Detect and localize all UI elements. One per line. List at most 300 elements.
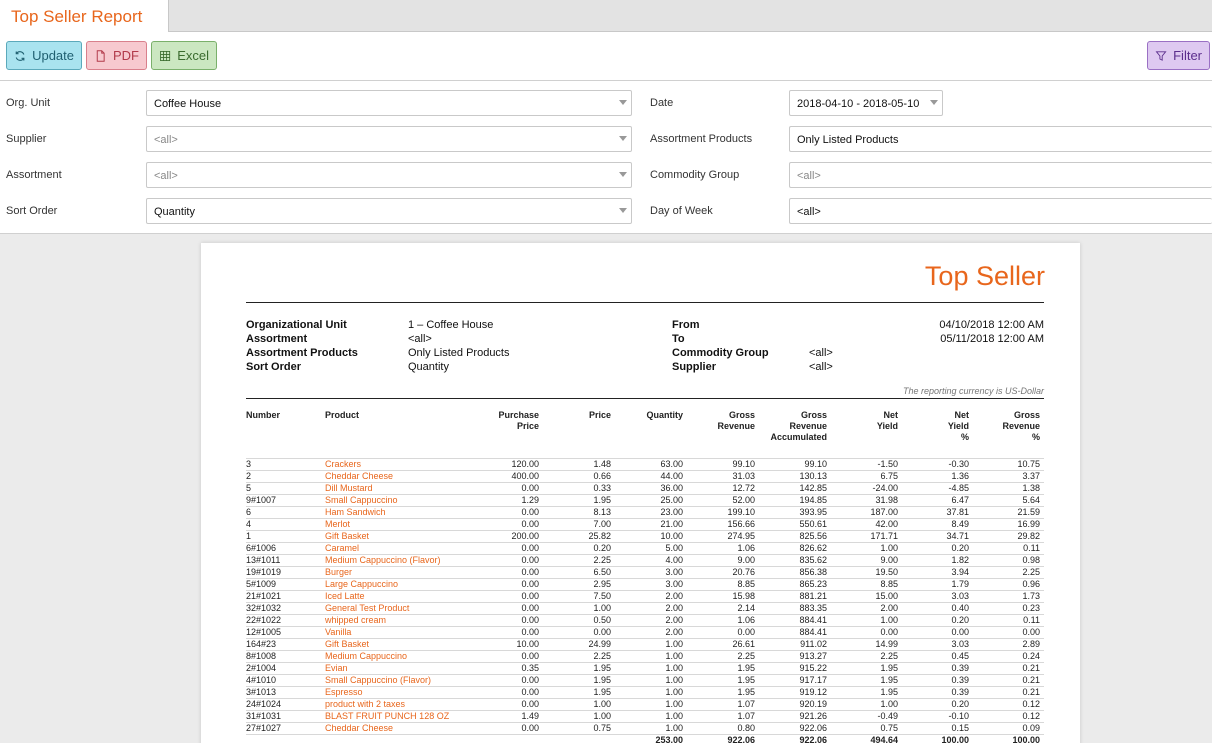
total-gross-revenue-accumulated: 922.06 (759, 734, 831, 743)
cell-product[interactable]: Evian (325, 662, 475, 674)
total-net-yield: 494.64 (831, 734, 902, 743)
cell-net-yield-pct: 3.94 (902, 566, 973, 578)
col-gross-revenue (687, 410, 759, 448)
cell-gross-revenue-accumulated: 194.85 (759, 494, 831, 506)
cell-purchase-price: 0.00 (475, 542, 543, 554)
table-row (246, 470, 1044, 482)
cell-purchase-price: 120.00 (475, 458, 543, 470)
cell-gross-revenue-accumulated: 920.19 (759, 698, 831, 710)
cell-gross-revenue: 20.76 (687, 566, 759, 578)
cell-net-yield: -1.50 (831, 458, 902, 470)
cell-gross-revenue: 199.10 (687, 506, 759, 518)
commodity-group-select[interactable] (789, 162, 1212, 188)
cell-quantity: 1.00 (615, 686, 687, 698)
cell-quantity: 63.00 (615, 458, 687, 470)
header-text: Revenue (1002, 421, 1040, 431)
cell-product[interactable]: General Test Product (325, 602, 475, 614)
cell-purchase-price: 0.00 (475, 506, 543, 518)
document-icon (94, 49, 107, 63)
cell-gross-revenue-accumulated: 884.41 (759, 614, 831, 626)
cell-number: 3 (246, 458, 325, 470)
cell-net-yield: 8.85 (831, 578, 902, 590)
chevron-down-icon (619, 136, 627, 141)
refresh-icon (14, 49, 26, 63)
cell-quantity: 1.00 (615, 710, 687, 722)
meta-value: 04/10/2018 12:00 AM (939, 319, 1044, 331)
cell-purchase-price: 0.00 (475, 614, 543, 626)
cell-net-yield: 19.50 (831, 566, 902, 578)
cell-gross-revenue-accumulated: 919.12 (759, 686, 831, 698)
cell-net-yield: 15.00 (831, 590, 902, 602)
cell-price: 1.95 (543, 686, 615, 698)
cell-quantity: 2.00 (615, 614, 687, 626)
cell-net-yield-pct: 0.40 (902, 602, 973, 614)
cell-gross-revenue-accumulated: 142.85 (759, 482, 831, 494)
cell-gross-revenue: 1.07 (687, 698, 759, 710)
col-gross-revenue-accumulated (759, 410, 831, 448)
cell-quantity: 1.00 (615, 698, 687, 710)
report-page (201, 243, 1080, 743)
cell-number: 12#1005 (246, 626, 325, 638)
org-unit-select[interactable] (146, 90, 632, 116)
cell-product[interactable]: Gift Basket (325, 638, 475, 650)
excel-label: Excel (177, 48, 209, 63)
cell-net-yield: 187.00 (831, 506, 902, 518)
meta-value: <all> (408, 333, 432, 345)
cell-purchase-price: 400.00 (475, 470, 543, 482)
sort-order-value: Quantity (154, 206, 195, 218)
header-text: Price (516, 421, 539, 431)
cell-product[interactable]: Cheddar Cheese (325, 470, 475, 482)
cell-product[interactable]: Burger (325, 566, 475, 578)
cell-number: 13#1011 (246, 554, 325, 566)
cell-number: 2#1004 (246, 662, 325, 674)
date-label: Date (650, 97, 674, 109)
table-row (246, 686, 1044, 698)
cell-product[interactable]: Small Cappuccino (325, 494, 475, 506)
cell-price: 2.95 (543, 578, 615, 590)
total-net-yield-pct: 100.00 (902, 734, 973, 743)
cell-price: 2.25 (543, 650, 615, 662)
cell-net-yield-pct: 0.20 (902, 698, 973, 710)
cell-price: 1.95 (543, 494, 615, 506)
sort-order-select[interactable] (146, 198, 632, 224)
cell-gross-revenue: 1.95 (687, 662, 759, 674)
cell-gross-revenue-pct: 2.25 (973, 566, 1044, 578)
cell-gross-revenue: 274.95 (687, 530, 759, 542)
header-text: Gross (728, 410, 755, 420)
cell-net-yield: 1.00 (831, 542, 902, 554)
cell-price: 2.25 (543, 554, 615, 566)
cell-net-yield: 1.95 (831, 674, 902, 686)
cell-net-yield-pct: 0.39 (902, 674, 973, 686)
pdf-button[interactable] (86, 41, 147, 70)
cell-price: 1.95 (543, 674, 615, 686)
cell-price: 8.13 (543, 506, 615, 518)
meta-label: Supplier (672, 361, 717, 373)
cell-gross-revenue-accumulated: 856.38 (759, 566, 831, 578)
cell-gross-revenue-pct: 0.11 (973, 542, 1044, 554)
cell-gross-revenue: 1.07 (687, 710, 759, 722)
chevron-down-icon (930, 100, 938, 105)
cell-product[interactable]: Crackers (325, 458, 475, 470)
cell-quantity: 1.00 (615, 722, 687, 734)
cell-gross-revenue-accumulated: 915.22 (759, 662, 831, 674)
tab-title: Top Seller Report (11, 7, 143, 26)
col-net-yield-pct (902, 410, 973, 448)
cell-gross-revenue-pct: 0.98 (973, 554, 1044, 566)
cell-net-yield-pct: 0.20 (902, 542, 973, 554)
header-text: Net (954, 410, 969, 420)
cell-net-yield-pct: 0.39 (902, 662, 973, 674)
cell-purchase-price: 0.00 (475, 674, 543, 686)
cell-product[interactable]: Iced Latte (325, 590, 475, 602)
cell-number: 6 (246, 506, 325, 518)
cell-gross-revenue-accumulated: 130.13 (759, 470, 831, 482)
total-gross-revenue: 922.06 (687, 734, 759, 743)
header-text: Purchase (498, 410, 539, 420)
day-of-week-value: <all> (797, 206, 821, 218)
cell-number: 22#1022 (246, 614, 325, 626)
cell-gross-revenue-accumulated: 917.17 (759, 674, 831, 686)
header-text: Product (325, 410, 360, 420)
cell-quantity: 21.00 (615, 518, 687, 530)
cell-net-yield-pct: 6.47 (902, 494, 973, 506)
cell-product[interactable]: product with 2 taxes (325, 698, 475, 710)
cell-product[interactable]: Gift Basket (325, 530, 475, 542)
cell-net-yield-pct: -4.85 (902, 482, 973, 494)
cell-net-yield: 0.00 (831, 626, 902, 638)
header-text: Net (883, 410, 898, 420)
cell-gross-revenue-accumulated: 393.95 (759, 506, 831, 518)
cell-net-yield: 171.71 (831, 530, 902, 542)
cell-gross-revenue-accumulated: 913.27 (759, 650, 831, 662)
cell-number: 27#1027 (246, 722, 325, 734)
tab-bar (0, 0, 1212, 32)
cell-product[interactable]: whipped cream (325, 614, 475, 626)
cell-gross-revenue-pct: 0.23 (973, 602, 1044, 614)
assortment-products-value: Only Listed Products (797, 134, 899, 146)
cell-gross-revenue-accumulated: 921.26 (759, 710, 831, 722)
cell-purchase-price: 0.00 (475, 578, 543, 590)
meta-row (672, 332, 1044, 346)
cell-gross-revenue-accumulated: 881.21 (759, 590, 831, 602)
col-product (325, 410, 475, 448)
cell-gross-revenue-pct: 0.21 (973, 674, 1044, 686)
cell-gross-revenue-pct: 0.24 (973, 650, 1044, 662)
cell-price: 0.20 (543, 542, 615, 554)
cell-price: 0.66 (543, 470, 615, 482)
col-quantity (615, 410, 687, 448)
cell-purchase-price: 0.00 (475, 590, 543, 602)
cell-product[interactable]: Caramel (325, 542, 475, 554)
cell-purchase-price: 1.49 (475, 710, 543, 722)
meta-row (246, 360, 510, 374)
cell-gross-revenue: 0.80 (687, 722, 759, 734)
cell-gross-revenue-pct: 0.09 (973, 722, 1044, 734)
table-row (246, 554, 1044, 566)
cell-net-yield-pct: 3.03 (902, 638, 973, 650)
cell-gross-revenue-pct: 5.64 (973, 494, 1044, 506)
cell-gross-revenue-pct: 0.21 (973, 686, 1044, 698)
cell-gross-revenue: 1.06 (687, 614, 759, 626)
cell-quantity: 3.00 (615, 566, 687, 578)
cell-gross-revenue-accumulated: 922.06 (759, 722, 831, 734)
table-total-row (246, 734, 1044, 743)
cell-purchase-price: 0.00 (475, 566, 543, 578)
supplier-select[interactable] (146, 126, 632, 152)
cell-gross-revenue-accumulated: 826.62 (759, 542, 831, 554)
org-unit-value: Coffee House (154, 98, 222, 110)
cell-net-yield: 1.95 (831, 686, 902, 698)
table-row (246, 494, 1044, 506)
assortment-products-label: Assortment Products (650, 133, 753, 145)
cell-gross-revenue: 1.95 (687, 686, 759, 698)
col-net-yield (831, 410, 902, 448)
supplier-value: <all> (154, 134, 178, 146)
commodity-group-label: Commodity Group (650, 169, 740, 181)
cell-gross-revenue-accumulated: 883.35 (759, 602, 831, 614)
cell-quantity: 2.00 (615, 626, 687, 638)
cell-gross-revenue: 31.03 (687, 470, 759, 482)
cell-number: 4 (246, 518, 325, 530)
cell-number: 6#1006 (246, 542, 325, 554)
table-row (246, 482, 1044, 494)
cell-price: 0.75 (543, 722, 615, 734)
cell-net-yield-pct: 8.49 (902, 518, 973, 530)
cell-product[interactable]: Merlot (325, 518, 475, 530)
cell-gross-revenue-pct: 0.12 (973, 710, 1044, 722)
cell-gross-revenue: 156.66 (687, 518, 759, 530)
cell-purchase-price: 0.00 (475, 722, 543, 734)
cell-gross-revenue: 2.14 (687, 602, 759, 614)
meta-value: 1 – Coffee House (408, 319, 494, 331)
date-range-select[interactable] (789, 90, 943, 116)
meta-label: To (672, 333, 685, 345)
table-row (246, 650, 1044, 662)
cell-net-yield-pct: -0.10 (902, 710, 973, 722)
table-row (246, 530, 1044, 542)
cell-net-yield: 9.00 (831, 554, 902, 566)
cell-product[interactable]: Small Cappuccino (Flavor) (325, 674, 475, 686)
table-row (246, 710, 1044, 722)
meta-row (672, 318, 1044, 332)
cell-quantity: 1.00 (615, 650, 687, 662)
cell-number: 19#1019 (246, 566, 325, 578)
table-row (246, 722, 1044, 734)
col-gross-revenue-pct (973, 410, 1044, 448)
day-of-week-select[interactable] (789, 198, 1212, 224)
commodity-group-value: <all> (797, 170, 821, 182)
cell-number: 4#1010 (246, 674, 325, 686)
cell-product[interactable]: Vanilla (325, 626, 475, 638)
table-row (246, 662, 1044, 674)
header-text: Number (246, 410, 281, 420)
cell-gross-revenue-pct: 29.82 (973, 530, 1044, 542)
cell-gross-revenue: 99.10 (687, 458, 759, 470)
cell-price: 1.00 (543, 710, 615, 722)
cell-gross-revenue-accumulated: 884.41 (759, 626, 831, 638)
cell-product[interactable]: Dill Mustard (325, 482, 475, 494)
cell-product[interactable]: Medium Cappuccino (Flavor) (325, 554, 475, 566)
meta-row (246, 332, 510, 346)
header-text: Quantity (646, 410, 683, 420)
cell-purchase-price: 0.00 (475, 554, 543, 566)
cell-number: 5 (246, 482, 325, 494)
meta-row (246, 318, 510, 332)
cell-product[interactable]: Medium Cappuccino (325, 650, 475, 662)
spacer-cell (246, 448, 1044, 458)
cell-number: 32#1032 (246, 602, 325, 614)
cell-number: 24#1024 (246, 698, 325, 710)
total-gross-revenue-pct: 100.00 (973, 734, 1044, 743)
chevron-down-icon (619, 208, 627, 213)
cell-purchase-price: 0.00 (475, 686, 543, 698)
meta-label: Commodity Group (672, 347, 769, 359)
cell-number: 5#1009 (246, 578, 325, 590)
cell-gross-revenue: 0.00 (687, 626, 759, 638)
cell-gross-revenue-accumulated: 825.56 (759, 530, 831, 542)
cell-quantity: 3.00 (615, 578, 687, 590)
header-text: Price (588, 410, 611, 420)
cell-price: 1.00 (543, 602, 615, 614)
cell-gross-revenue: 1.06 (687, 542, 759, 554)
meta-value: <all> (809, 347, 833, 359)
meta-label: Assortment (246, 333, 308, 345)
cell-number: 1 (246, 530, 325, 542)
table-row (246, 626, 1044, 638)
cell-gross-revenue: 52.00 (687, 494, 759, 506)
cell-net-yield: 42.00 (831, 518, 902, 530)
cell-net-yield-pct: 1.82 (902, 554, 973, 566)
cell-gross-revenue: 1.95 (687, 674, 759, 686)
cell-net-yield-pct: 1.79 (902, 578, 973, 590)
cell-gross-revenue-pct: 0.11 (973, 614, 1044, 626)
cell-purchase-price: 0.00 (475, 602, 543, 614)
excel-button[interactable] (151, 41, 217, 70)
cell-purchase-price: 0.35 (475, 662, 543, 674)
cell-gross-revenue-pct: 0.96 (973, 578, 1044, 590)
header-text: % (1031, 432, 1040, 442)
cell-gross-revenue-accumulated: 865.23 (759, 578, 831, 590)
table-row (246, 518, 1044, 530)
cell-net-yield: 6.75 (831, 470, 902, 482)
cell-gross-revenue: 9.00 (687, 554, 759, 566)
assortment-products-select[interactable] (789, 126, 1212, 152)
table-divider (246, 398, 1044, 399)
report-meta-right (672, 318, 1044, 374)
cell-number: 8#1008 (246, 650, 325, 662)
title-divider (246, 302, 1044, 303)
cell-product[interactable]: Cheddar Cheese (325, 722, 475, 734)
meta-label: Assortment Products (246, 347, 358, 359)
cell-gross-revenue-pct: 10.75 (973, 458, 1044, 470)
cell-net-yield: 1.95 (831, 662, 902, 674)
cell-net-yield: 0.75 (831, 722, 902, 734)
cell-gross-revenue-pct: 3.37 (973, 470, 1044, 482)
meta-label: Sort Order (246, 361, 302, 373)
cell-product[interactable]: Large Cappuccino (325, 578, 475, 590)
update-label: Update (32, 48, 74, 63)
cell-gross-revenue-pct: 0.00 (973, 626, 1044, 638)
filter-button[interactable] (1147, 41, 1210, 70)
tab-top-seller-report[interactable] (0, 0, 169, 32)
cell-gross-revenue-accumulated: 550.61 (759, 518, 831, 530)
meta-value: Only Listed Products (408, 347, 510, 359)
meta-value: <all> (809, 361, 833, 373)
cell-number: 21#1021 (246, 590, 325, 602)
cell-price: 1.48 (543, 458, 615, 470)
cell-gross-revenue-pct: 1.38 (973, 482, 1044, 494)
cell-price: 0.50 (543, 614, 615, 626)
cell-quantity: 1.00 (615, 674, 687, 686)
cell-gross-revenue-pct: 1.73 (973, 590, 1044, 602)
org-unit-label: Org. Unit (6, 97, 51, 109)
filter-panel (0, 81, 1212, 234)
cell-product[interactable]: BLAST FRUIT PUNCH 128 OZ (325, 710, 475, 722)
table-body (246, 448, 1044, 743)
cell-quantity: 25.00 (615, 494, 687, 506)
cell-net-yield-pct: 0.15 (902, 722, 973, 734)
cell-price: 1.95 (543, 662, 615, 674)
cell-net-yield: -0.49 (831, 710, 902, 722)
cell-gross-revenue: 2.25 (687, 650, 759, 662)
cell-gross-revenue-pct: 0.12 (973, 698, 1044, 710)
cell-gross-revenue-pct: 2.89 (973, 638, 1044, 650)
cell-purchase-price: 0.00 (475, 626, 543, 638)
day-of-week-label: Day of Week (650, 205, 713, 217)
update-button[interactable] (6, 41, 82, 70)
cell-number: 31#1031 (246, 710, 325, 722)
header-text: Revenue (717, 421, 755, 431)
header-text: % (960, 432, 969, 442)
table-header-row (246, 410, 1044, 448)
cell-purchase-price: 10.00 (475, 638, 543, 650)
date-range-value: 2018-04-10 - 2018-05-10 (797, 98, 920, 110)
header-text: Gross (1013, 410, 1040, 420)
chevron-down-icon (619, 172, 627, 177)
cell-quantity: 1.00 (615, 638, 687, 650)
cell-gross-revenue-pct: 21.59 (973, 506, 1044, 518)
table-row (246, 638, 1044, 650)
cell-product[interactable]: Ham Sandwich (325, 506, 475, 518)
col-purchase-price (475, 410, 543, 448)
cell-net-yield-pct: 0.45 (902, 650, 973, 662)
cell-gross-revenue-accumulated: 99.10 (759, 458, 831, 470)
assortment-select[interactable] (146, 162, 632, 188)
cell-quantity: 1.00 (615, 662, 687, 674)
cell-net-yield: 2.00 (831, 602, 902, 614)
cell-net-yield-pct: 0.20 (902, 614, 973, 626)
cell-gross-revenue: 8.85 (687, 578, 759, 590)
cell-quantity: 23.00 (615, 506, 687, 518)
table-row (246, 674, 1044, 686)
assortment-label: Assortment (6, 169, 62, 181)
cell-number: 9#1007 (246, 494, 325, 506)
cell-gross-revenue-pct: 16.99 (973, 518, 1044, 530)
header-text: Yield (876, 421, 898, 431)
cell-purchase-price: 0.00 (475, 698, 543, 710)
cell-purchase-price: 1.29 (475, 494, 543, 506)
table-row (246, 578, 1044, 590)
cell-price: 0.00 (543, 626, 615, 638)
cell-net-yield: 1.00 (831, 614, 902, 626)
table-row (246, 590, 1044, 602)
table-row (246, 566, 1044, 578)
cell-gross-revenue: 15.98 (687, 590, 759, 602)
cell-product[interactable]: Espresso (325, 686, 475, 698)
cell-number: 2 (246, 470, 325, 482)
